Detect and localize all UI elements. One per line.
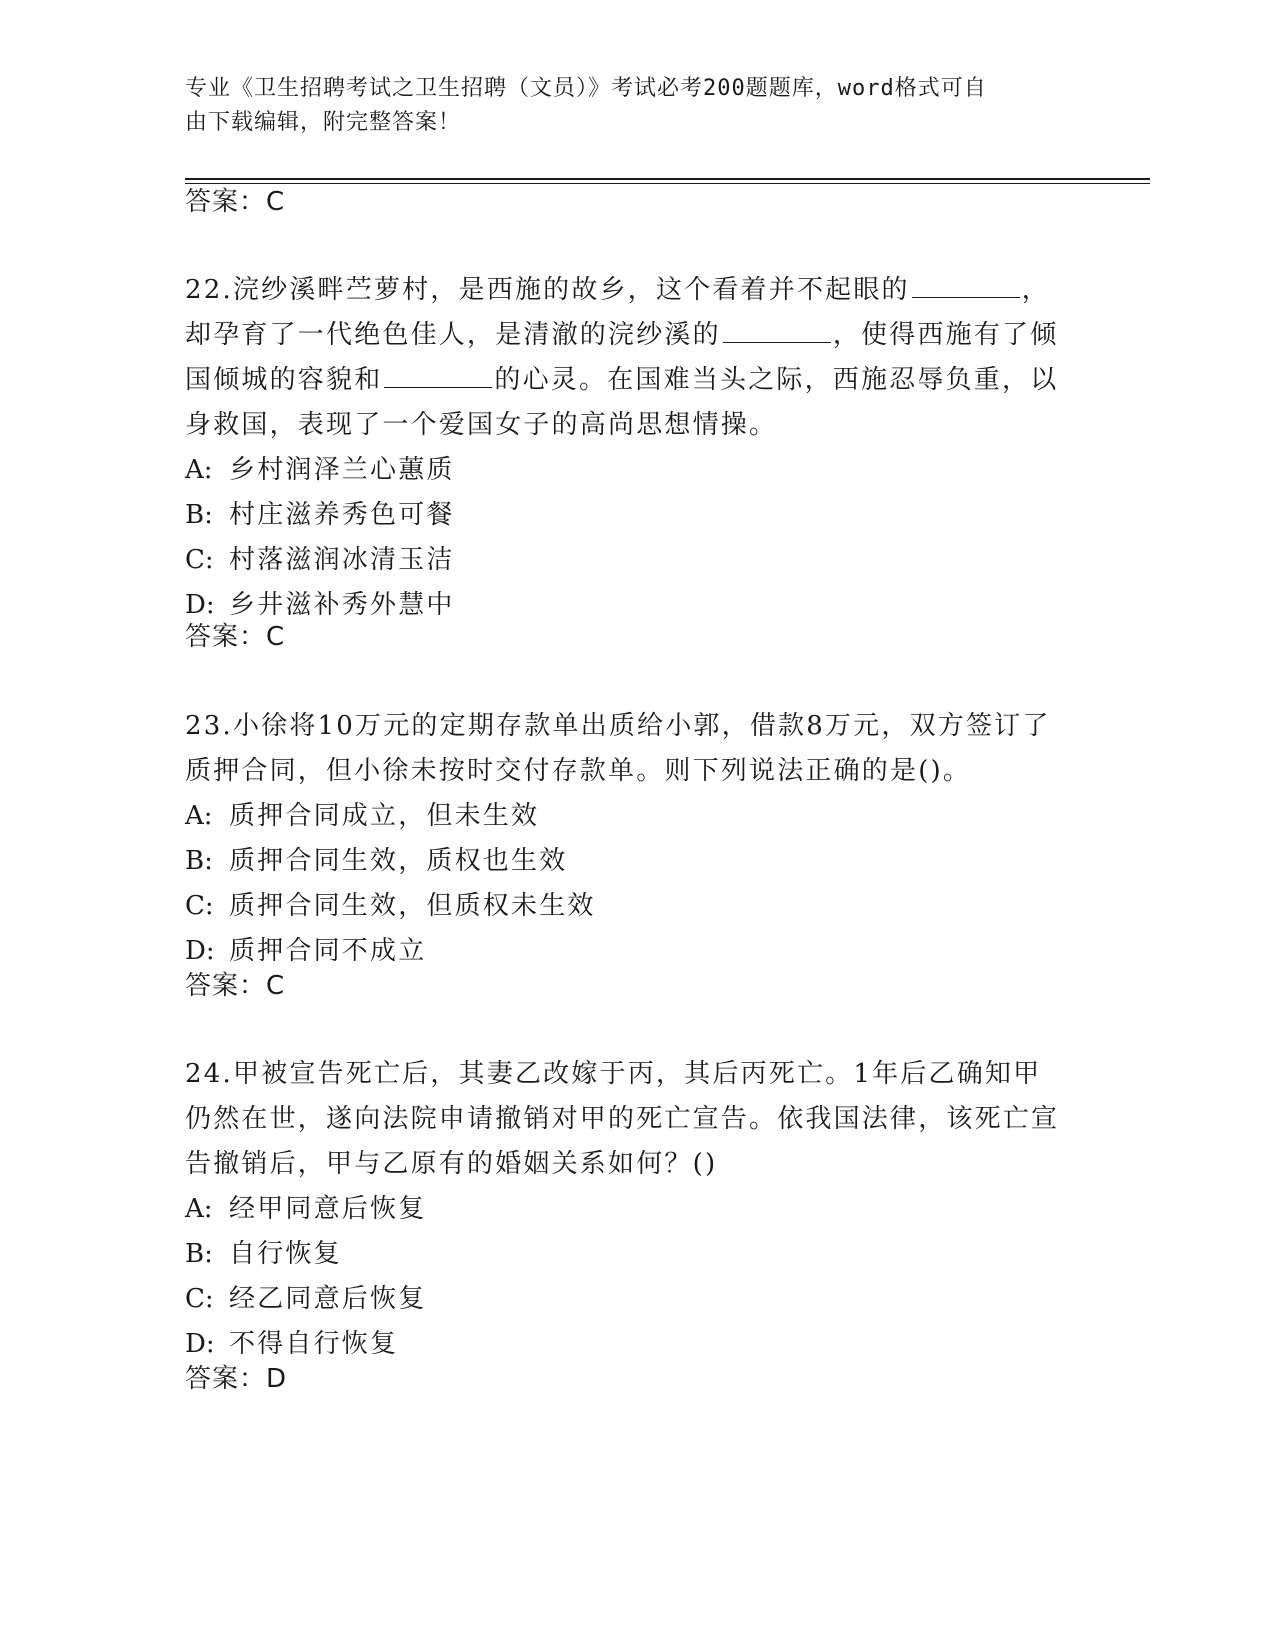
option-letter: C: [185,545,214,575]
question-22-text [185,268,1065,448]
option-text: 质押合同不成立 [229,936,427,966]
question-23-option-b [185,839,1065,884]
option-text: 经甲同意后恢复 [229,1194,427,1224]
option-text: 自行恢复 [229,1239,342,1269]
blank-3 [384,361,492,388]
question-24-answer: 答案：D [185,1364,288,1394]
question-22-option-c [185,538,1065,583]
option-letter: B: [185,1239,213,1269]
option-letter: C: [185,891,214,921]
question-24-option-d [185,1322,1065,1367]
option-text: 质押合同生效，但质权未生效 [229,891,596,921]
question-22-option-a [185,448,1065,493]
document-header [185,72,1065,140]
question-23-option-c [185,884,1065,929]
question-22-part-3: ，使得西施有了倾国倾城的容貌和 [185,320,1059,395]
question-23-text: 23.小徐将10万元的定期存款单出质给小郭，借款8万元，双方签订了质押合同，但小徐未按时交付存款单。则下列说法正确的是()。 [185,711,1051,786]
option-letter: D: [185,936,215,966]
question-24-option-b [185,1232,1065,1277]
question-22-answer: 答案：C [185,622,286,652]
option-letter: D: [185,590,215,620]
question-23-option-d [185,929,1065,974]
question-22-option-d [185,583,1065,628]
question-24-option-a [185,1187,1065,1232]
option-text: 不得自行恢复 [229,1329,399,1359]
option-letter: A: [185,1194,213,1224]
option-text: 村庄滋养秀色可餐 [229,500,455,530]
question-22-option-b [185,493,1065,538]
question-23-option-a [185,794,1065,839]
header-divider-thick [185,178,1150,180]
option-text: 村落滋润冰清玉洁 [229,545,455,575]
question-23 [185,704,1065,974]
option-text: 乡村润泽兰心蕙质 [229,455,455,485]
option-letter: A: [185,455,213,485]
header-divider-thin [185,183,1150,184]
question-24 [185,1052,1065,1367]
previous-answer: 答案：C [185,187,286,217]
option-text: 经乙同意后恢复 [229,1284,427,1314]
question-24-option-c [185,1277,1065,1322]
option-letter: C: [185,1284,214,1314]
question-22-part-4: 的心灵。在国难当头之际，西施忍辱负重，以身救国，表现了一个爱国女子的高尚思想情操。 [185,365,1059,440]
option-letter: B: [185,846,213,876]
option-letter: A: [185,801,213,831]
option-text: 质押合同生效，质权也生效 [229,846,568,876]
option-letter: D: [185,1329,215,1359]
option-letter: B: [185,500,213,530]
header-line-2: 由下载编辑，附完整答案！ [185,110,462,135]
header-line-1: 专业《卫生招聘考试之卫生招聘（文员）》考试必考200题题库，word格式可自 [185,76,987,101]
blank-2 [723,316,831,343]
question-22 [185,268,1065,628]
question-22-part-2: ，却孕育了一代绝色佳人，是清澈的浣纱溪的 [185,275,1050,350]
question-24-text: 24.甲被宣告死亡后，其妻乙改嫁于丙，其后丙死亡。1年后乙确知甲仍然在世，遂向法院申请撤销对甲的死亡宣告。依我国法律，该死亡宣告撤销后，甲与乙原有的婚姻关系如何？() [185,1059,1060,1179]
question-22-part-1: 22.浣纱溪畔苎萝村，是西施的故乡，这个看着并不起眼的 [185,275,910,305]
question-23-answer: 答案：C [185,971,286,1001]
blank-1 [912,271,1020,298]
option-text: 质押合同成立，但未生效 [229,801,540,831]
option-text: 乡井滋补秀外慧中 [229,590,455,620]
